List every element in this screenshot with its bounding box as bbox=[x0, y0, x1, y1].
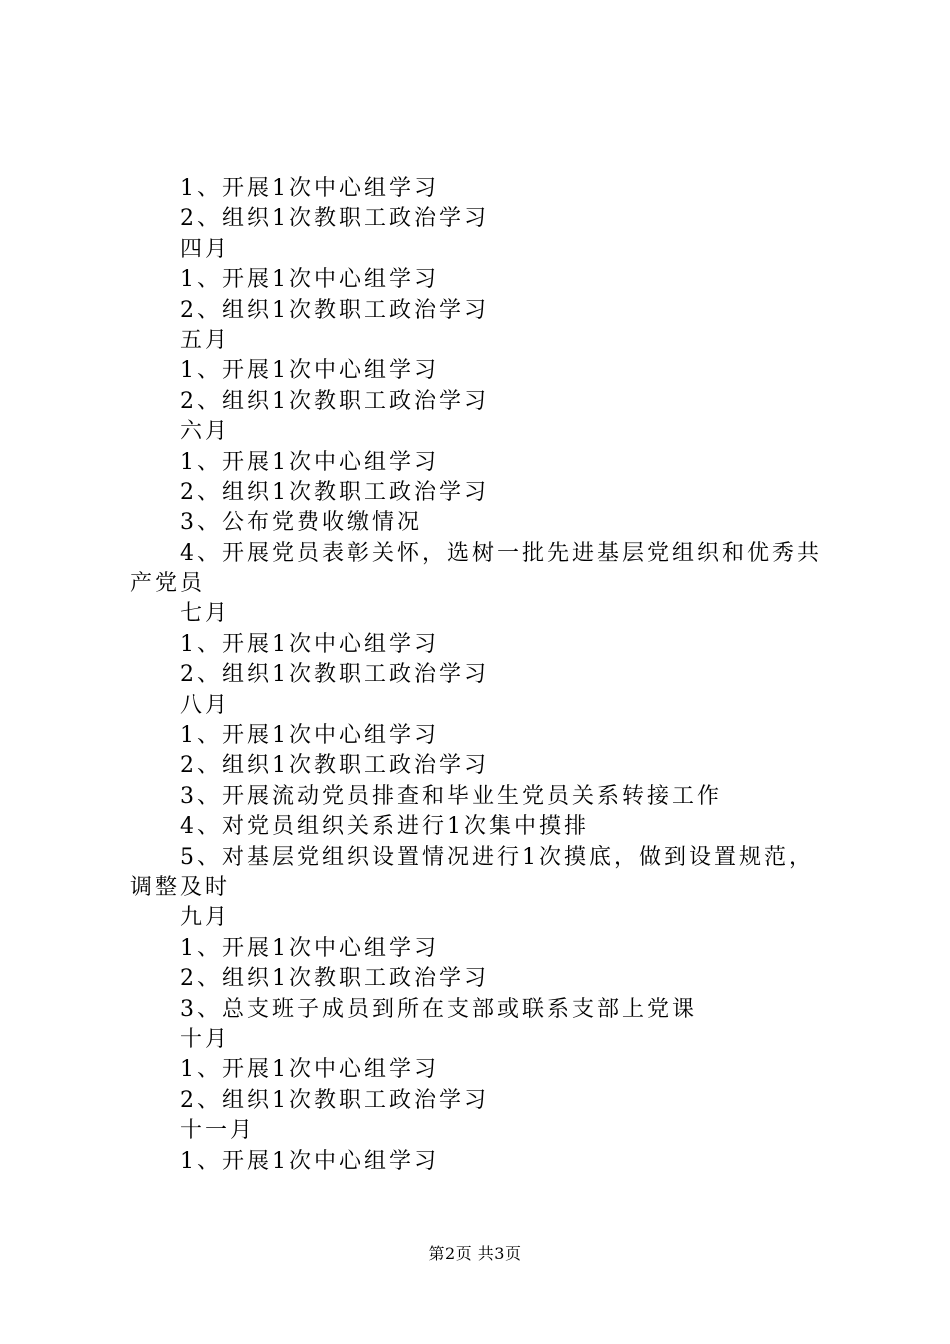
paragraph-line: 四月 bbox=[180, 236, 231, 262]
paragraph-line: 十一月 bbox=[180, 1118, 256, 1144]
paragraph-line: 2、组织1次教职工政治学习 bbox=[180, 753, 489, 779]
paragraph-line: 九月 bbox=[180, 905, 231, 931]
paragraph-line: 3、总支班子成员到所在支部或联系支部上党课 bbox=[180, 996, 697, 1022]
paragraph-line: 5、对基层党组织设置情况进行1次摸底，做到设置规范， bbox=[180, 844, 814, 870]
paragraph-continuation: 产党员 bbox=[130, 571, 206, 597]
paragraph-line: 十月 bbox=[180, 1026, 231, 1052]
page-footer: 第2页 共3页 bbox=[428, 1244, 522, 1263]
paragraph-line: 2、组织1次教职工政治学习 bbox=[180, 1087, 489, 1113]
paragraph-line: 1、开展1次中心组学习 bbox=[180, 358, 439, 384]
paragraph-line: 五月 bbox=[180, 327, 231, 353]
paragraph-line: 1、开展1次中心组学习 bbox=[180, 449, 439, 475]
paragraph-line: 1、开展1次中心组学习 bbox=[180, 935, 439, 961]
paragraph-line: 八月 bbox=[180, 692, 231, 718]
paragraph-line: 4、开展党员表彰关怀，选树一批先进基层党组织和优秀共 bbox=[180, 540, 822, 566]
paragraph-line: 2、组织1次教职工政治学习 bbox=[180, 662, 489, 688]
paragraph-line: 2、组织1次教职工政治学习 bbox=[180, 206, 489, 232]
paragraph-continuation: 调整及时 bbox=[130, 874, 231, 900]
paragraph-line: 1、开展1次中心组学习 bbox=[180, 176, 439, 201]
paragraph-line: 2、组织1次教职工政治学习 bbox=[180, 966, 489, 992]
paragraph-line: 3、开展流动党员排查和毕业生党员关系转接工作 bbox=[180, 783, 722, 809]
document-body bbox=[130, 174, 830, 1177]
paragraph-line: 六月 bbox=[180, 419, 231, 445]
paragraph-line: 2、组织1次教职工政治学习 bbox=[180, 388, 489, 414]
paragraph-line: 1、开展1次中心组学习 bbox=[180, 631, 439, 657]
paragraph-line: 1、开展1次中心组学习 bbox=[180, 1057, 439, 1083]
paragraph-line: 七月 bbox=[180, 601, 231, 627]
paragraph-line: 2、组织1次教职工政治学习 bbox=[180, 479, 489, 505]
paragraph-line: 1、开展1次中心组学习 bbox=[180, 1148, 439, 1174]
paragraph-line: 3、公布党费收缴情况 bbox=[180, 510, 422, 536]
paragraph-line: 1、开展1次中心组学习 bbox=[180, 267, 439, 293]
paragraph-line: 4、对党员组织关系进行1次集中摸排 bbox=[180, 814, 589, 840]
paragraph-line: 1、开展1次中心组学习 bbox=[180, 723, 439, 749]
paragraph-line: 2、组织1次教职工政治学习 bbox=[180, 297, 489, 323]
